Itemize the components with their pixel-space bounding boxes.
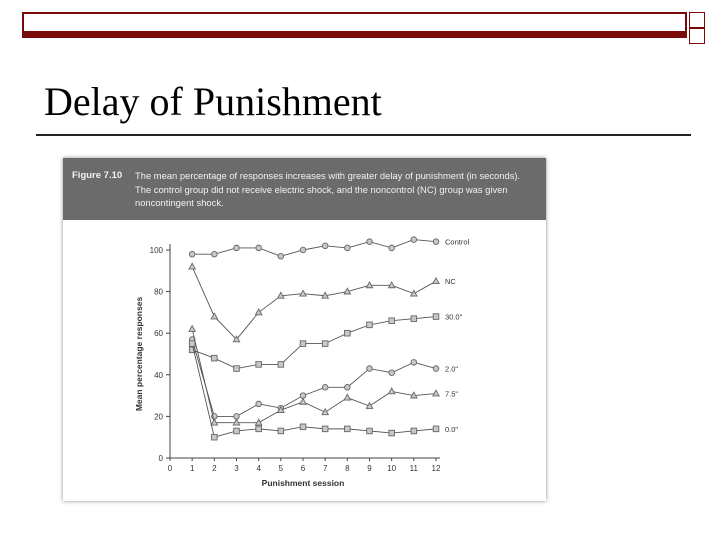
top-band-inner	[24, 14, 685, 31]
data-point-triangle	[255, 309, 261, 315]
data-point-square	[300, 341, 306, 347]
series-label-4: 7.5"	[445, 389, 459, 399]
corner-square-lower	[689, 28, 705, 44]
data-point-circle	[256, 245, 262, 251]
data-point-square	[256, 426, 262, 432]
data-point-circle	[345, 384, 351, 390]
data-point-circle	[234, 245, 240, 251]
data-point-square	[256, 362, 262, 368]
data-point-square	[389, 430, 395, 436]
data-point-triangle	[189, 263, 195, 269]
data-point-circle	[389, 370, 395, 376]
x-tick-label: 9	[367, 464, 372, 473]
data-point-circle	[411, 360, 417, 366]
data-point-circle	[322, 384, 328, 390]
data-point-square	[300, 424, 306, 430]
x-tick-label: 5	[278, 464, 284, 473]
data-point-square	[411, 316, 417, 322]
data-point-square	[345, 426, 351, 432]
x-tick-label: 1	[189, 464, 195, 473]
data-point-square	[433, 314, 439, 320]
x-tick-label: 10	[387, 464, 397, 473]
data-point-square	[212, 355, 218, 361]
data-point-triangle	[433, 390, 439, 396]
data-point-square	[234, 366, 240, 372]
x-tick-label: 11	[409, 464, 418, 473]
data-point-square	[411, 428, 417, 434]
top-decorative-band	[22, 12, 687, 38]
data-point-circle	[411, 237, 417, 243]
data-point-square	[433, 426, 439, 432]
y-tick-label: 20	[154, 412, 163, 422]
data-point-square	[189, 341, 195, 347]
series-line-5	[192, 344, 436, 438]
data-point-square	[278, 362, 284, 368]
x-tick-label: 4	[256, 464, 261, 473]
data-point-circle	[367, 239, 373, 245]
data-point-square	[322, 426, 328, 432]
y-tick-label: 0	[158, 454, 163, 463]
data-point-circle	[256, 401, 262, 407]
data-point-triangle	[300, 290, 306, 296]
data-point-square	[278, 428, 284, 434]
data-point-triangle	[211, 313, 217, 319]
data-point-triangle	[189, 326, 195, 332]
y-tick-label: 100	[149, 246, 163, 255]
data-point-square	[212, 434, 218, 440]
data-point-square	[234, 428, 240, 434]
data-point-triangle	[388, 388, 394, 394]
data-point-square	[389, 318, 395, 324]
data-point-circle	[212, 251, 218, 257]
data-point-circle	[322, 243, 328, 249]
x-tick-label: 0	[167, 464, 173, 473]
series-line-3	[192, 339, 436, 416]
series-line-1	[192, 267, 436, 340]
data-point-triangle	[366, 282, 372, 288]
data-point-triangle	[433, 278, 439, 284]
x-tick-label: 3	[234, 464, 239, 473]
data-point-triangle	[255, 419, 261, 425]
x-tick-label: 6	[300, 464, 306, 473]
series-label-0: Control	[445, 237, 470, 247]
series-label-2: 30.0"	[445, 312, 463, 322]
data-point-circle	[389, 245, 395, 251]
y-tick-label: 40	[154, 370, 163, 380]
data-point-triangle	[388, 282, 394, 288]
data-point-triangle	[233, 419, 239, 425]
figure-panel	[63, 158, 546, 501]
series-line-2	[192, 317, 436, 369]
data-point-circle	[433, 239, 439, 245]
data-point-square	[322, 341, 328, 347]
data-point-circle	[278, 253, 284, 259]
y-tick-label: 60	[154, 329, 163, 339]
data-point-triangle	[322, 409, 328, 415]
series-line-0	[192, 240, 436, 257]
data-point-square	[345, 330, 351, 336]
data-point-triangle	[211, 419, 217, 425]
line-chart	[63, 158, 546, 501]
x-tick-label: 8	[345, 464, 350, 473]
data-point-square	[367, 428, 373, 434]
series-label-1: NC	[445, 277, 456, 287]
data-point-square	[367, 322, 373, 328]
x-tick-label: 2	[212, 464, 217, 473]
data-point-triangle	[300, 398, 306, 404]
data-point-triangle	[344, 394, 350, 400]
x-axis-title: Punishment session	[261, 478, 345, 488]
x-tick-label: 12	[431, 464, 441, 473]
series-label-3: 2.0"	[445, 364, 459, 374]
x-tick-label: 7	[322, 464, 328, 473]
data-point-circle	[300, 247, 306, 253]
figure-caption: The mean percentage of responses increases with greater delay of punishment (in seconds). The control group did not receive electric shock, and the noncontrol (NC) group was given noncontingent shock.	[135, 170, 521, 208]
series-label-5: 0.0"	[445, 424, 459, 434]
data-point-circle	[345, 245, 351, 251]
data-point-circle	[433, 366, 439, 372]
data-point-circle	[367, 366, 373, 372]
figure-label: Figure 7.10	[72, 170, 123, 181]
y-axis-title: Mean percentage responses	[134, 296, 144, 412]
y-tick-label: 80	[154, 287, 163, 297]
data-point-circle	[189, 251, 195, 257]
corner-square-upper	[689, 12, 705, 28]
title-underline	[36, 134, 691, 136]
slide-title: Delay of Punishment	[44, 79, 382, 124]
series-line-4	[192, 329, 436, 423]
